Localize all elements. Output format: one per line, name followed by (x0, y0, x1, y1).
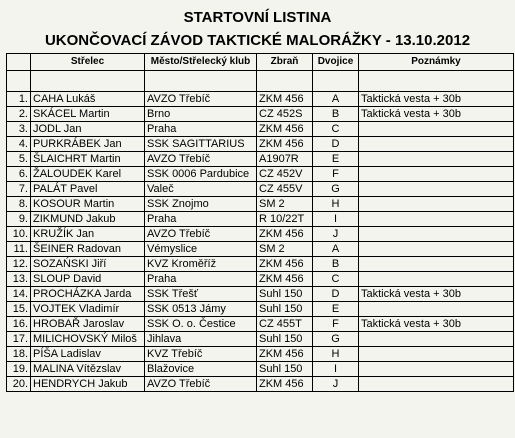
pair-letter: J (313, 377, 359, 392)
note: Taktická vesta + 30b (359, 92, 514, 107)
pair-letter: B (313, 257, 359, 272)
pair-letter: C (313, 122, 359, 137)
club-name: SSK Třešť (145, 287, 257, 302)
club-name: SSK O. o. Čestice (145, 317, 257, 332)
club-name: Praha (145, 122, 257, 137)
pair-letter: I (313, 362, 359, 377)
pair-letter: G (313, 182, 359, 197)
pair-letter: H (313, 347, 359, 362)
shooter-name: PALÁT Pavel (31, 182, 145, 197)
club-name: AVZO Třebíč (145, 377, 257, 392)
table-row (7, 347, 514, 362)
table-row (7, 107, 514, 122)
shooter-name: HROBAŘ Jaroslav (31, 317, 145, 332)
note (359, 137, 514, 152)
table-row (7, 227, 514, 242)
note (359, 272, 514, 287)
shooter-name: PROCHÁZKA Jarda (31, 287, 145, 302)
table-row (7, 242, 514, 257)
row-number: 17. (7, 332, 31, 347)
row-number: 2. (7, 107, 31, 122)
row-number: 15. (7, 302, 31, 317)
note (359, 182, 514, 197)
table-row (7, 377, 514, 392)
note (359, 152, 514, 167)
club-name: KVZ Kroměříž (145, 257, 257, 272)
pair-letter: J (313, 227, 359, 242)
start-list-table (6, 53, 514, 392)
note: Taktická vesta + 30b (359, 107, 514, 122)
table-row (7, 287, 514, 302)
weapon: Suhl 150 (257, 287, 313, 302)
note (359, 362, 514, 377)
shooter-name: CAHA Lukáš (31, 92, 145, 107)
table-row (7, 272, 514, 287)
shooter-name: ŠEINER Radovan (31, 242, 145, 257)
note: Taktická vesta + 30b (359, 317, 514, 332)
row-number: 19. (7, 362, 31, 377)
table-row (7, 167, 514, 182)
club-name: Blažovice (145, 362, 257, 377)
row-number: 9. (7, 212, 31, 227)
club-name: AVZO Třebíč (145, 152, 257, 167)
shooter-name: VOJTEK Vladimír (31, 302, 145, 317)
table-row (7, 137, 514, 152)
pair-letter: E (313, 302, 359, 317)
note (359, 347, 514, 362)
club-name: AVZO Třebíč (145, 92, 257, 107)
note (359, 302, 514, 317)
header-number (7, 54, 31, 71)
club-name: Jihlava (145, 332, 257, 347)
weapon: Suhl 150 (257, 332, 313, 347)
shooter-name: JODL Jan (31, 122, 145, 137)
weapon: ZKM 456 (257, 122, 313, 137)
weapon: CZ 455T (257, 317, 313, 332)
shooter-name: MILICHOVSKÝ Miloš (31, 332, 145, 347)
weapon: SM 2 (257, 242, 313, 257)
shooter-name: ŠLAICHRT Martin (31, 152, 145, 167)
spacer-cell (359, 71, 514, 92)
row-number: 20. (7, 377, 31, 392)
pair-letter: E (313, 152, 359, 167)
row-number: 4. (7, 137, 31, 152)
shooter-name: MALINA Vítězslav (31, 362, 145, 377)
row-number: 7. (7, 182, 31, 197)
table-row (7, 152, 514, 167)
row-number: 11. (7, 242, 31, 257)
row-number: 18. (7, 347, 31, 362)
note (359, 332, 514, 347)
pair-letter: C (313, 272, 359, 287)
row-number: 6. (7, 167, 31, 182)
weapon: ZKM 456 (257, 377, 313, 392)
weapon: ZKM 456 (257, 347, 313, 362)
note (359, 197, 514, 212)
row-number: 13. (7, 272, 31, 287)
header-notes: Poznámky (359, 54, 514, 71)
row-number: 16. (7, 317, 31, 332)
weapon: ZKM 456 (257, 257, 313, 272)
pair-letter: I (313, 212, 359, 227)
header-pair: Dvojice (313, 54, 359, 71)
club-name: SSK Znojmo (145, 197, 257, 212)
table-row (7, 332, 514, 347)
note (359, 377, 514, 392)
weapon: CZ 455V (257, 182, 313, 197)
shooter-name: PURKRÁBEK Jan (31, 137, 145, 152)
spacer-cell (257, 71, 313, 92)
note (359, 212, 514, 227)
shooter-name: ŽALOUDEK Karel (31, 167, 145, 182)
club-name: SSK SAGITTARIUS (145, 137, 257, 152)
page-title: STARTOVNÍ LISTINA (183, 9, 332, 26)
note: Taktická vesta + 30b (359, 287, 514, 302)
table-row (7, 197, 514, 212)
weapon: ZKM 456 (257, 137, 313, 152)
row-number: 12. (7, 257, 31, 272)
shooter-name: HENDRYCH Jakub (31, 377, 145, 392)
weapon: ZKM 456 (257, 227, 313, 242)
weapon: A1907R (257, 152, 313, 167)
note (359, 257, 514, 272)
weapon: CZ 452S (257, 107, 313, 122)
weapon: Suhl 150 (257, 362, 313, 377)
weapon: SM 2 (257, 197, 313, 212)
weapon: CZ 452V (257, 167, 313, 182)
weapon: Suhl 150 (257, 302, 313, 317)
shooter-name: SLOUP David (31, 272, 145, 287)
note (359, 242, 514, 257)
pair-letter: F (313, 317, 359, 332)
row-number: 8. (7, 197, 31, 212)
shooter-name: SKÁCEL Martin (31, 107, 145, 122)
pair-letter: F (313, 167, 359, 182)
shooter-name: SOZAŃSKI Jiří (31, 257, 145, 272)
club-name: Brno (145, 107, 257, 122)
spacer-cell (7, 71, 31, 92)
pair-letter: A (313, 92, 359, 107)
table-row (7, 122, 514, 137)
pair-letter: A (313, 242, 359, 257)
club-name: KVZ Třebíč (145, 347, 257, 362)
row-number: 10. (7, 227, 31, 242)
shooter-name: KOSOUR Martin (31, 197, 145, 212)
table-header-row (7, 54, 514, 71)
weapon: R 10/22T (257, 212, 313, 227)
weapon: ZKM 456 (257, 272, 313, 287)
club-name: SSK 0513 Jámy (145, 302, 257, 317)
table-row (7, 317, 514, 332)
header-club: Město/Střelecký klub (145, 54, 257, 71)
shooter-name: PÍŠA Ladislav (31, 347, 145, 362)
row-number: 5. (7, 152, 31, 167)
club-name: AVZO Třebíč (145, 227, 257, 242)
row-number: 14. (7, 287, 31, 302)
spacer-cell (145, 71, 257, 92)
row-number: 3. (7, 122, 31, 137)
pair-letter: B (313, 107, 359, 122)
note (359, 167, 514, 182)
header-shooter: Střelec (31, 54, 145, 71)
club-name: Vémyslice (145, 242, 257, 257)
table-row (7, 212, 514, 227)
pair-letter: D (313, 287, 359, 302)
table-row (7, 182, 514, 197)
row-number: 1. (7, 92, 31, 107)
note (359, 122, 514, 137)
table-row (7, 302, 514, 317)
club-name: SSK 0006 Pardubice (145, 167, 257, 182)
pair-letter: D (313, 137, 359, 152)
table-row (7, 362, 514, 377)
shooter-name: ZIKMUND Jakub (31, 212, 145, 227)
page-subtitle: UKONČOVACÍ ZÁVOD TAKTICKÉ MALORÁŽKY - 13.10.2012 (44, 32, 471, 49)
weapon: ZKM 456 (257, 92, 313, 107)
header-weapon: Zbraň (257, 54, 313, 71)
pair-letter: H (313, 197, 359, 212)
club-name: Praha (145, 212, 257, 227)
spacer-cell (313, 71, 359, 92)
shooter-name: KRUŽÍK Jan (31, 227, 145, 242)
spacer-row (7, 71, 514, 92)
pair-letter: G (313, 332, 359, 347)
spacer-cell (31, 71, 145, 92)
club-name: Valeč (145, 182, 257, 197)
table-row (7, 92, 514, 107)
table-row (7, 257, 514, 272)
note (359, 227, 514, 242)
club-name: Praha (145, 272, 257, 287)
